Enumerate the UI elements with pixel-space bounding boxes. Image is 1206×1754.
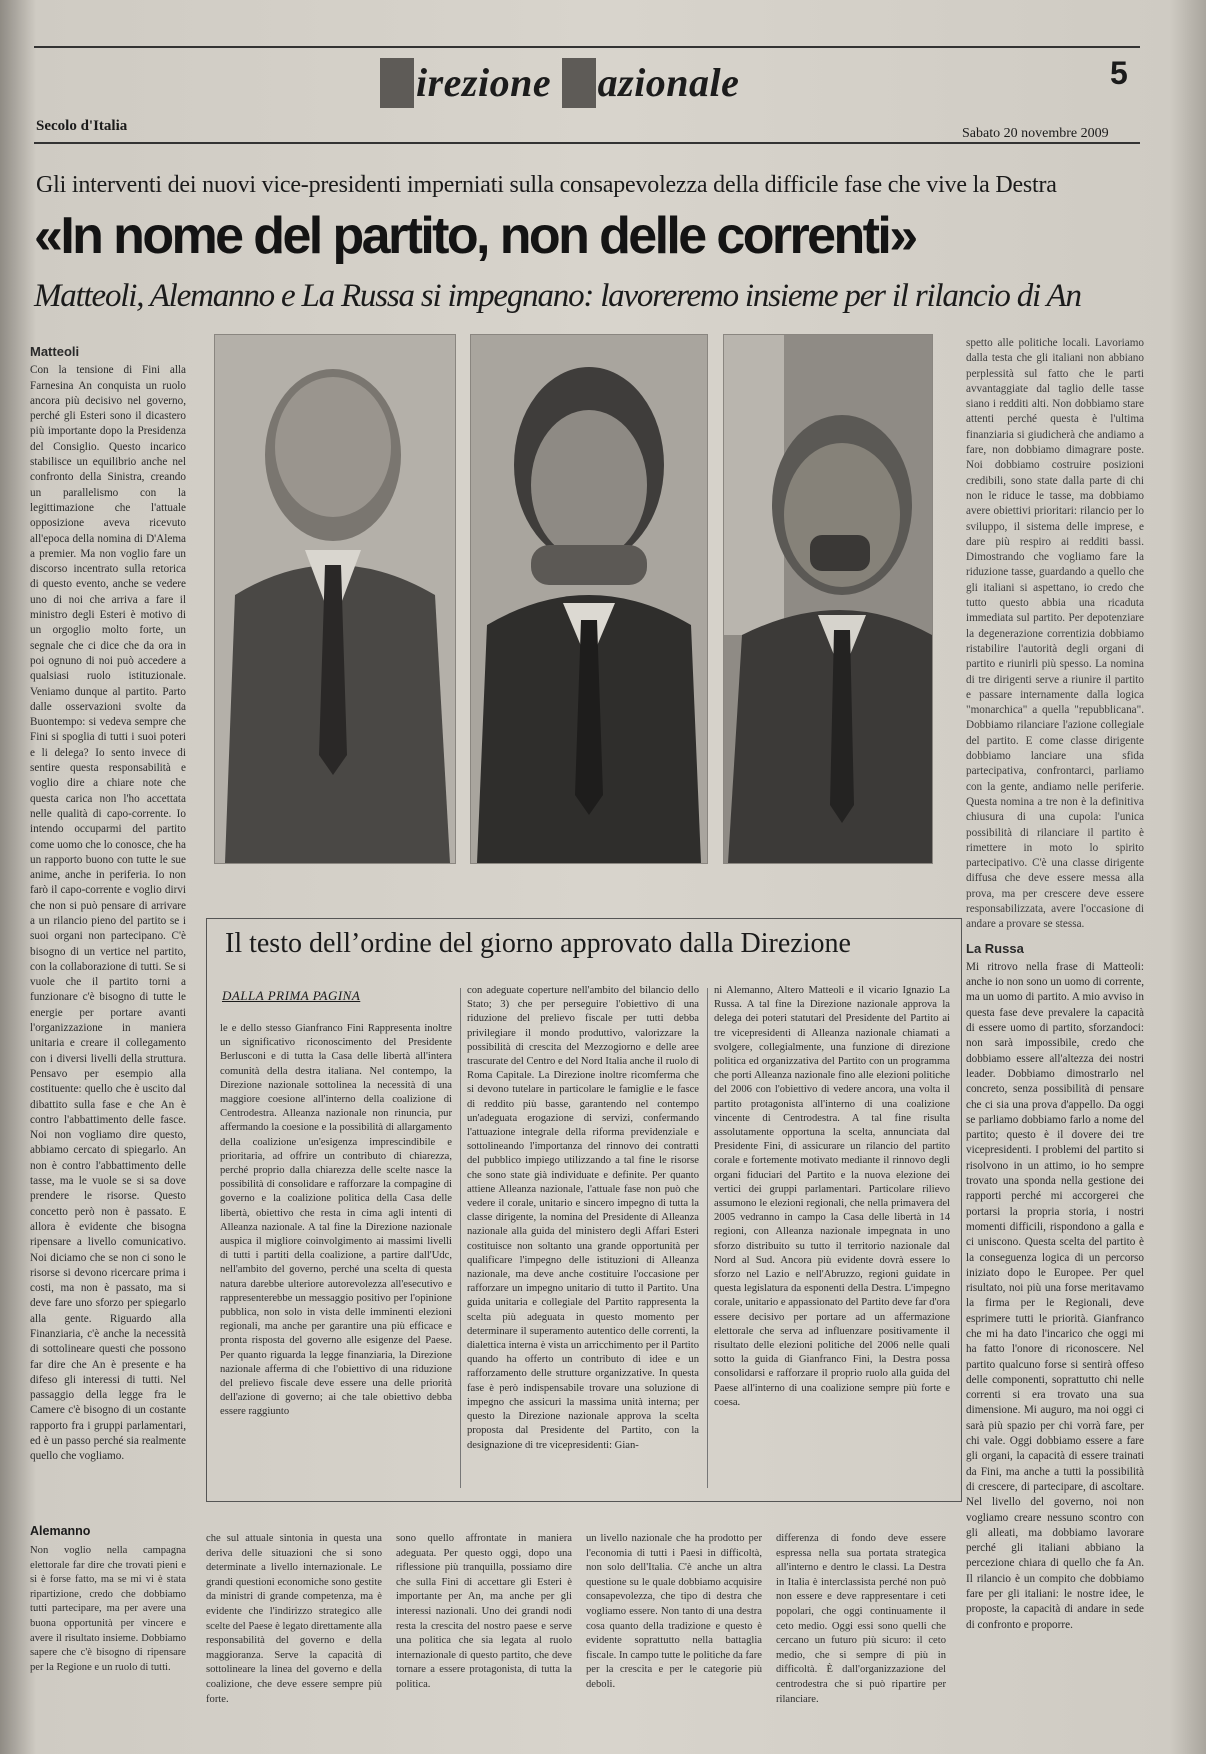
box-column-3: ni Alemanno, Altero Matteoli e il vicario Ignazio La Russa. A tal fine la Direzione nazionale approva la delega dei poteri statutari del Presidente del Partito ai tre vicepresidenti di Alleanza nazionale chiamati a svolgere, collegialmente, una funzione di direzione politica ed organizzativa del Partito con un programma che porti Alleanza nazionale fino alle elezioni politiche del 2006 con l'obiettivo di vedere ancora, una volta il partito protagonista all'interno di una coalizione vincente di Centrodestra. A tal fine risulta assolutamente opportuna la scelta, annunciata dal Presidente Fini, di assicurare un rilancio del partito corale e fortemente motivato mediante il rinnovo degli organi fiduciari del Partito e la nuova elezione dei vertici dei gruppi parlamentari. Particolare rilievo assumono le elezioni regionali, che nella primavera del 2005 vedranno in campo la Casa delle libertà in 14 regioni, con Alleanza nazionale impegnata in uno sforzo distribuito su tutto il territorio nazionale dal Nord al Sud. Ancora più evidente dovrà essere lo sforzo nel Lazio e nell'Abruzzo, regioni guidate in questa legislatura da esponenti della Destra. L'impegno corale, unitario e appassionato del Partito deve far d'ora essere decisivo per portare ad un affermazione elettorale che serva ad influenzare positivamente il risultato delle elezioni politiche del 2006 nelle quali sotto la guida di Gianfranco Fini, la Destra possa consolidarsi e rafforzare il proprio ruolo alla guida del Paese all'interno di una coalizione sempre più forte e coesa. (714, 985, 950, 1408)
larussa-intro-text: spetto alle politiche locali. Lavoriamo dalla testa che gli italiani non abbiano perplessità sul fatto che le parti avvantaggiate dal taglio delle tasse siano i redditi alti. Non dobbiamo stare attenti perché questa è l'ultima finanziaria si giudicherà che andiamo a fare, non dobbiamo dimagrare poste. Noi dobbiamo costruire posizioni credibili, sono state dalla parte di chi non le riduce le tasse, ma dobbiamo avere obiettivi prioritari: rilancio per lo sviluppo, il sistema delle imprese, e dare più respiro ai redditi bassi. Dimostrando che vogliamo fare la riduzione tasse, guardando a quello che gli italiani si aspettano, io credo che tutto questo abbia una ricaduta immediata sul partito. Per depotenziare la degenerazione correntizia dobbiamo ristabilire l'autorità degli organi di partito e riunirli più spesso. La nomina di tre dirigenti serve a riunire il partito e passare internamente dalla logica "monarchica" a quella "repubblicana". Dobbiamo rilanciare l'azione collegiale del partito. E come classe dirigente dobbiamo lanciare una sfida partecipativa, confrontarci, parliamo con la gente, andiamo nelle periferie. Questa nomina a tre non è la definitiva chiusura di una cupola: l'unica possibilità di rilanciare il partito è rimettere in moto lo spirito partecipativo. C'è una classe dirigente diffusa che deve essere messa alla prova, ma per crescere deve essere responsabilizzata, avere l'occasione di andare a provare se stessa. (966, 337, 1144, 931)
portrait-la-russa (724, 335, 932, 863)
box-column-1: le e dello stesso Gianfranco Fini Rappresenta inoltre un significativo riconoscimento del Presidente Berlusconi e di tutta la Casa delle libertà all'intera comunità della destra italiana. Nel contempo, la Direzione nazionale sottolinea la necessità di una maggiore coesione all'interno della coalizione di Centrodestra. Alleanza nazionale non rinuncia, pur affermando la coesione e la possibilità di allargamento della coalizione un'esigenza imprescindibile e prioritaria, ad offrire un contributo di chiarezza, perché proprio dalla chiarezza delle scelte nasce la possibilità di consolidare e rafforzare la compagine di governo e la coalizione politica della Casa delle libertà, obiettivo che resta in cima agli intenti di Alleanza nazionale. A tal fine la Direzione nazionale auspica il migliore coinvolgimento ai massimi livelli di tutti i partiti della coalizione, a partire dall'Udc, nell'ambito del governo, perché una scelta di questa natura darebbe ulteriore autorevolezza all'esecutivo e rappresenterebbe un messaggio positivo per l'opinione pubblica, non solo in vista delle imminenti elezioni regionali, ma anche per garantire una più efficace e pronta risposta del governo alle esigenze del Paese. Per quanto riguarda la legge finanziaria, la Direzione nazionale afferma di che l'obiettivo di una riduzione del prelievo fiscale deve essere una delle priorità dell'azione di governo; ai che tale obiettivo debba essere raggiunto (220, 1023, 452, 1418)
box-column-divider-1 (460, 988, 461, 1488)
drop-letter-d (380, 58, 414, 108)
header-rule-bottom (34, 142, 1140, 144)
portrait-alemanno (471, 335, 707, 863)
photo-la-russa (723, 334, 933, 864)
bottom-column-1: che sul attuale sintonia in questa una deriva delle situazioni che si sono determinate a livello internazionale. Le grandi questioni economiche sono gestite da ministri di grande competenza, ma è evidente che l'indirizzo strategico alle scelte del Paese è legato direttamente alla responsabilità del governo e della maggioranza. Serve la capacità di sottolineare la linea del governo e della coalizione, che deve essere sempre più forte. (206, 1533, 382, 1705)
article-subhead: Matteoli, Alemanno e La Russa si impegnano: lavoreremo insieme per il rilancio di An (34, 278, 1081, 314)
section-heading-la-russa: La Russa (966, 940, 1024, 956)
section-heading-alemanno: Alemanno (30, 1524, 91, 1538)
section-title-part-2: azionale (597, 60, 740, 105)
bottom-column-2: sono quello affrontate in maniera adeguata. Per questo oggi, dopo una riflessione più tranquilla, possiamo dire che sulla Fini di accettare gli Esteri è importante per An, ma anche per gli interessi nazionali. Uno dei grandi nodi resta la crescita del nostro paese e serve una politica che sia legata al ruolo internazionale di questo partito, che deve tornare a essere protagonista, di tutta la politica. (396, 1533, 572, 1690)
box-title: Il testo dell’ordine del giorno approvato dalla Direzione (225, 928, 851, 959)
box-column-divider-2 (707, 988, 708, 1488)
matteoli-column (30, 344, 186, 1520)
portrait-matteoli (215, 335, 455, 863)
photo-matteoli (214, 334, 456, 864)
box-subtitle: DALLA PRIMA PAGINA (222, 988, 361, 1003)
matteoli-text: Con la tensione di Fini alla Farnesina An conquista un ruolo ancora più decisivo nel governo, perché gli Esteri sono il dicastero più importante dopo la Presidenza del Consiglio. Questo incarico stabilisce un equilibrio anche nel confronto della Sinistra, creando un parallelismo con la legittimazione che l'attuale opposizione aveva ricevuto all'epoca della nomina di D'Alema a premier. Ma non voglio fare un discorso incentrato sulla retorica di questo evento, anche se vedere uno di noi che arriva a fare il ministro degli Esteri è motivo di un orgoglio molto forte, un segnale che ci dice che da ora in poi ognuno di noi può accedere a qualsiasi ruolo istituzionale. Veniamo dunque al partito. Parto dalle osservazioni svolte da Buontempo: si vedeva sempre che Fini si spoglia di tutti i suoi poteri e li delega? Io sento invece di sentire questa responsabilità e voglio dire a chiare note che questa carica non l'ho accettata nelle qualità di capo-corrente. Io intendo occuparmi del partito come uomo che lo conosce, che ha un rapporto buono con tutte le sue anime, anche in periferia. Io non farò il capo-corrente e voglio dirvi che non si può pensare di arrivare a un rilancio pieno del partito se i suoi organi non partecipano. C'è bisogno di un vertice nel partito, con la collaborazione di tutti. Se si vuole che il partito torni a funzionare c'è bisogno di tutte le energie per portare avanti l'organizzazione in maniera unitaria e creare il collegamento con i diversi livelli della struttura. Pensavo per esempio alla costituente: quello che è uscito dal dibattito sulla fase e che An è contro l'abbattimento delle fasce. Noi non vogliamo dire questo, abbiamo cercato di spiegarlo. An non è contro l'abbattimento delle tasse, ma le vuole se si sa dove prendere le risorse. Questo concetto però non è passato. E allora è evidente che bisogna ripensare a livello comunicativo. Noi diciamo che se non ci sono le risorse si devono ricercare prima i costi, ma non è passato, ma si deve fare uno sforzo per spiegarlo alla gente. Riguardo alla Finanziaria, c'è anche la necessità di sottolineare questi che possono far dire che An è presente e ha difeso gli interessi di tutti. Nel passaggio della legge fra le Camere c'è bisogno di un costante rapporto fra i gruppi parlamentari, ed è un passo perché sia realmente quello che vogliamo. (30, 364, 186, 1463)
page-number: 5 (1110, 55, 1128, 91)
alemanno-column: Non voglio nella campagna elettorale far dire che trovati pieni e si è forse fatto, ma se mi vi è stata ripartizione, credo che dobbiamo tutti partecipare, ma per avere una buona opportunità per vincere e avere il risultato insieme. Dobbiamo sapere che c'è bisogno di ripensare per la Regione e un ruolo di tutti. (30, 1545, 186, 1673)
larussa-text: Mi ritrovo nella frase di Matteoli: anche io non sono un uomo di corrente, ma un uomo di partito. A mio avviso in questa fase deve prevalere la capacità di essere uomo di partito, sforzandoci: non sarà impossibile, credo che dobbiamo essere all'altezza dei nostri leader. Dobbiamo dimostrarlo nel concreto, senza possibilità di pensare che ci sia una prova d'appello. Da oggi se parliamo dobbiamo farlo a nome del partito; questo è il dovere dei tre vicepresidenti. I problemi del partito si risolvono in un attimo, io ho sempre trovato una sponda nella gestione dei rapporti perché mi accorgerei che portarsi la propria storia, i nostri momenti difficili, rispondono a galla e ci uniscono. Questa scelta del partito è la conseguenza logica di un percorso iniziato dopo le Europee. Per quel risultato, noi più una forse meritavamo la firma per le Regionali, deve esprimere tutti le priorità. Gianfranco che mi ha dato l'incarico che oggi mi ha fatto l'onore di riconoscere. Nel partito qualcuno forse si sentirà offeso delle componenti, soprattutto chi nelle correnti si era trovato una sua dimensione. Mi auguro, ma noi oggi ci sarà più spazio per chi vorrà fare, per chi vale. Oggi dobbiamo essere a fare gli organi, la capacità di essere trainati da Fini, ma anche a tutti la possibilità di crescere, di partecipare, di ascoltare. Nel livello del governo, noi non vogliamo creare nessuno scontro con gli alleati, ma dobbiamo lavorare perché gli italiani abbiano la percezione chiara di quello che fa An. Il rilancio è un compito che dobbiamo fare per gli italiani: le nostre idee, le proposte, la capacità di andare in sede di confronto e proporre. (966, 960, 1144, 1631)
issue-date: Sabato 20 novembre 2009 (962, 126, 1109, 141)
header-rule-top (34, 46, 1140, 48)
right-column (966, 336, 1144, 1748)
section-title (380, 58, 810, 118)
article-headline: «In nome del partito, non delle correnti» (34, 207, 916, 265)
bottom-column-4: differenza di fondo deve essere espressa nella sua portata strategica all'interno e dentro le classi. La Destra in Italia è interclassista perché non può non essere e deve rappresentare i ceti popolari, che oggi continuamente il ceto medio. Oggi essi sono quelli che cercano un futuro più sicuro: il ceto medio, che si sempre di più in difficoltà. È dall'organizzazione del centrodestra che si può ripartire per rilanciare. (776, 1533, 946, 1705)
section-title-part-1: irezione (416, 60, 552, 105)
bottom-column-3: un livello nazionale che ha prodotto per l'economia di tutti i Paesi in difficoltà, non solo dell'Italia. C'è anche un altra questione su le quale dobbiamo acquisire consapevolezza, che tipo di destra che vogliamo essere. Non tanto di una destra cosa quanto della tradizione e questo è evidente soprattutto nella battaglia fiscale. In campo tutte le politiche da fare per la crescita e per le categorie più deboli. (586, 1533, 762, 1690)
photo-alemanno (470, 334, 708, 864)
box-column-2: con adeguate coperture nell'ambito del bilancio dello Stato; 3) che per perseguire l'obiettivo di una riduzione del prelievo fiscale per tutti debba privilegiare il mondo produttivo, valorizzare la possibilità di crescita del Mezzogiorno e delle aree trascurate del Centro e del Nord Italia anche il ruolo di Roma Capitale. La Direzione inoltre ricomferma che si devono tutelare in particolare le famiglie e le fasce di reddito più basse, garantendo nel contempo un'adeguata erogazione di servizi, confermando l'attuazione integrale della riforma previdenziale e sottolineando l'importanza del rinnovo dei contratti del pubblico impiego utilizzando a tal fine le risorse che sono state già individuate e definite. Per quanto attiene Alleanza nazionale, l'attuale fase non può che vedere il corale, unitario e sincero impegno di tutta la classe dirigente, la nomina del Presidente di Alleanza nazionale alla guida del ministero degli Affari Esteri costituisce non soltanto una grande opportunità per qualificare l'impegno delle istituzioni di Alleanza nazionale, ma deve anche costituire l'occasione per rafforzare un impegno unitario di tutto il Partito. Una guida unitaria e collegiale del Partito rappresenta la scelta più adeguata in questo momento per determinare il superamento autentico delle correnti, la dialettica interna è vista un arricchimento per il Partito quando ha offerto un contributo di idee e un rafforzamento delle strutture organizzative. In questa fase è però indispensabile trovare una soluzione di impegno che assicuri la massima unità interna; per questo la Direzione nazionale approva la scelta proposta dal Presidente del Partito, con la designazione di tre vicepresidenti: Gian- (467, 985, 699, 1451)
drop-letter-n (562, 58, 596, 108)
section-heading-matteoli: Matteoli (30, 344, 80, 359)
newspaper-name: Secolo d'Italia (36, 118, 128, 134)
article-kicker: Gli interventi dei nuovi vice-presidenti imperniati sulla consapevolezza della difficile fase che vive la Destra (36, 172, 1057, 198)
